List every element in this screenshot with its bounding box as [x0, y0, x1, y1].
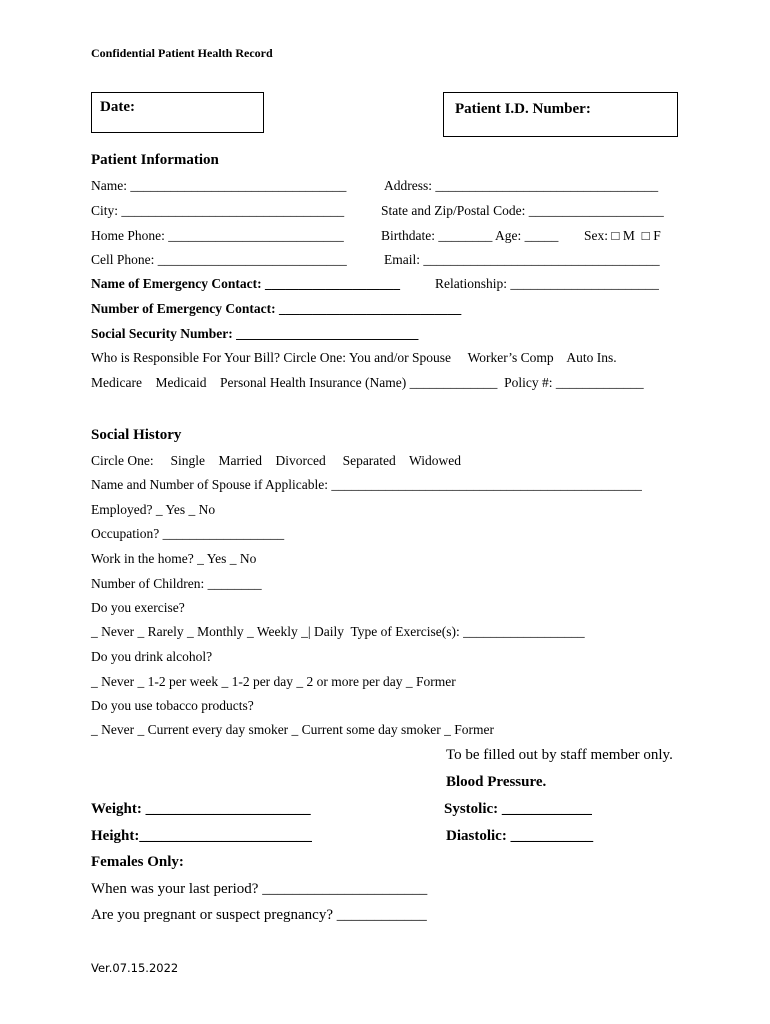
blood-pressure-label: Blood Pressure.: [446, 774, 547, 790]
version-footer: Ver.07.15.2022: [91, 961, 179, 975]
exercise-options[interactable]: _ Never _ Rarely _ Monthly _ Weekly _| Daily Type of Exercise(s): __________________: [91, 624, 585, 639]
date-box[interactable]: [91, 92, 264, 133]
cell-phone-field[interactable]: Cell Phone: ____________________________: [91, 252, 347, 267]
date-label: Date:: [100, 99, 135, 115]
emergency-contact-number-field[interactable]: Number of Emergency Contact: ___________________________: [91, 301, 462, 316]
staff-only-note: To be filled out by staff member only.: [446, 747, 673, 763]
alcohol-question: Do you drink alcohol?: [91, 649, 213, 664]
sex-checkboxes[interactable]: Sex: □ M □ F: [584, 228, 661, 243]
marital-status-line[interactable]: Circle One: Single Married Divorced Separated Widowed: [91, 453, 461, 468]
children-field[interactable]: Number of Children: ________: [91, 576, 262, 591]
birthdate-age-field[interactable]: Birthdate: ________ Age: _____: [381, 228, 559, 243]
weight-field[interactable]: Weight: ______________________: [91, 801, 311, 817]
height-field[interactable]: Height:_______________________: [91, 828, 312, 844]
address-field[interactable]: Address: _________________________________: [384, 178, 659, 193]
females-only-label: Females Only:: [91, 854, 184, 870]
ssn-field[interactable]: Social Security Number: ___________________________: [91, 326, 419, 341]
employed-options[interactable]: Employed? _ Yes _ No: [91, 502, 216, 517]
alcohol-options[interactable]: _ Never _ 1-2 per week _ 1-2 per day _ 2 or more per day _ Former: [91, 674, 456, 689]
document-title: Confidential Patient Health Record: [91, 46, 273, 60]
insurance-line[interactable]: Medicare Medicaid Personal Health Insurance (Name) _____________ Policy #: _____________: [91, 375, 644, 390]
tobacco-question: Do you use tobacco products?: [91, 698, 254, 713]
name-field[interactable]: Name: ________________________________: [91, 178, 347, 193]
spouse-field[interactable]: Name and Number of Spouse if Applicable: ______________________________________________: [91, 477, 642, 492]
occupation-field[interactable]: Occupation? __________________: [91, 526, 285, 541]
home-phone-field[interactable]: Home Phone: __________________________: [91, 228, 344, 243]
state-zip-field[interactable]: State and Zip/Postal Code: ____________________: [381, 203, 664, 218]
pregnancy-field[interactable]: Are you pregnant or suspect pregnancy? ____________: [91, 907, 427, 923]
patient-id-label: Patient I.D. Number:: [455, 101, 591, 117]
patient-info-heading: Patient Information: [91, 152, 219, 168]
last-period-field[interactable]: When was your last period? ______________________: [91, 881, 428, 897]
systolic-field[interactable]: Systolic: ____________: [444, 801, 592, 817]
relationship-field[interactable]: Relationship: ______________________: [435, 276, 659, 291]
city-field[interactable]: City: _________________________________: [91, 203, 345, 218]
social-history-heading: Social History: [91, 427, 182, 443]
email-field[interactable]: Email: ___________________________________: [384, 252, 660, 267]
tobacco-options[interactable]: _ Never _ Current every day smoker _ Current some day smoker _ Former: [91, 722, 495, 737]
diastolic-field[interactable]: Diastolic: ___________: [446, 828, 594, 844]
exercise-question: Do you exercise?: [91, 600, 185, 615]
bill-responsible-line[interactable]: Who is Responsible For Your Bill? Circle One: You and/or Spouse Worker’s Comp Auto Ins.: [91, 350, 617, 365]
emergency-contact-name-field[interactable]: Name of Emergency Contact: ____________________: [91, 276, 400, 291]
work-home-options[interactable]: Work in the home? _ Yes _ No: [91, 551, 257, 566]
patient-id-box[interactable]: [443, 92, 678, 137]
